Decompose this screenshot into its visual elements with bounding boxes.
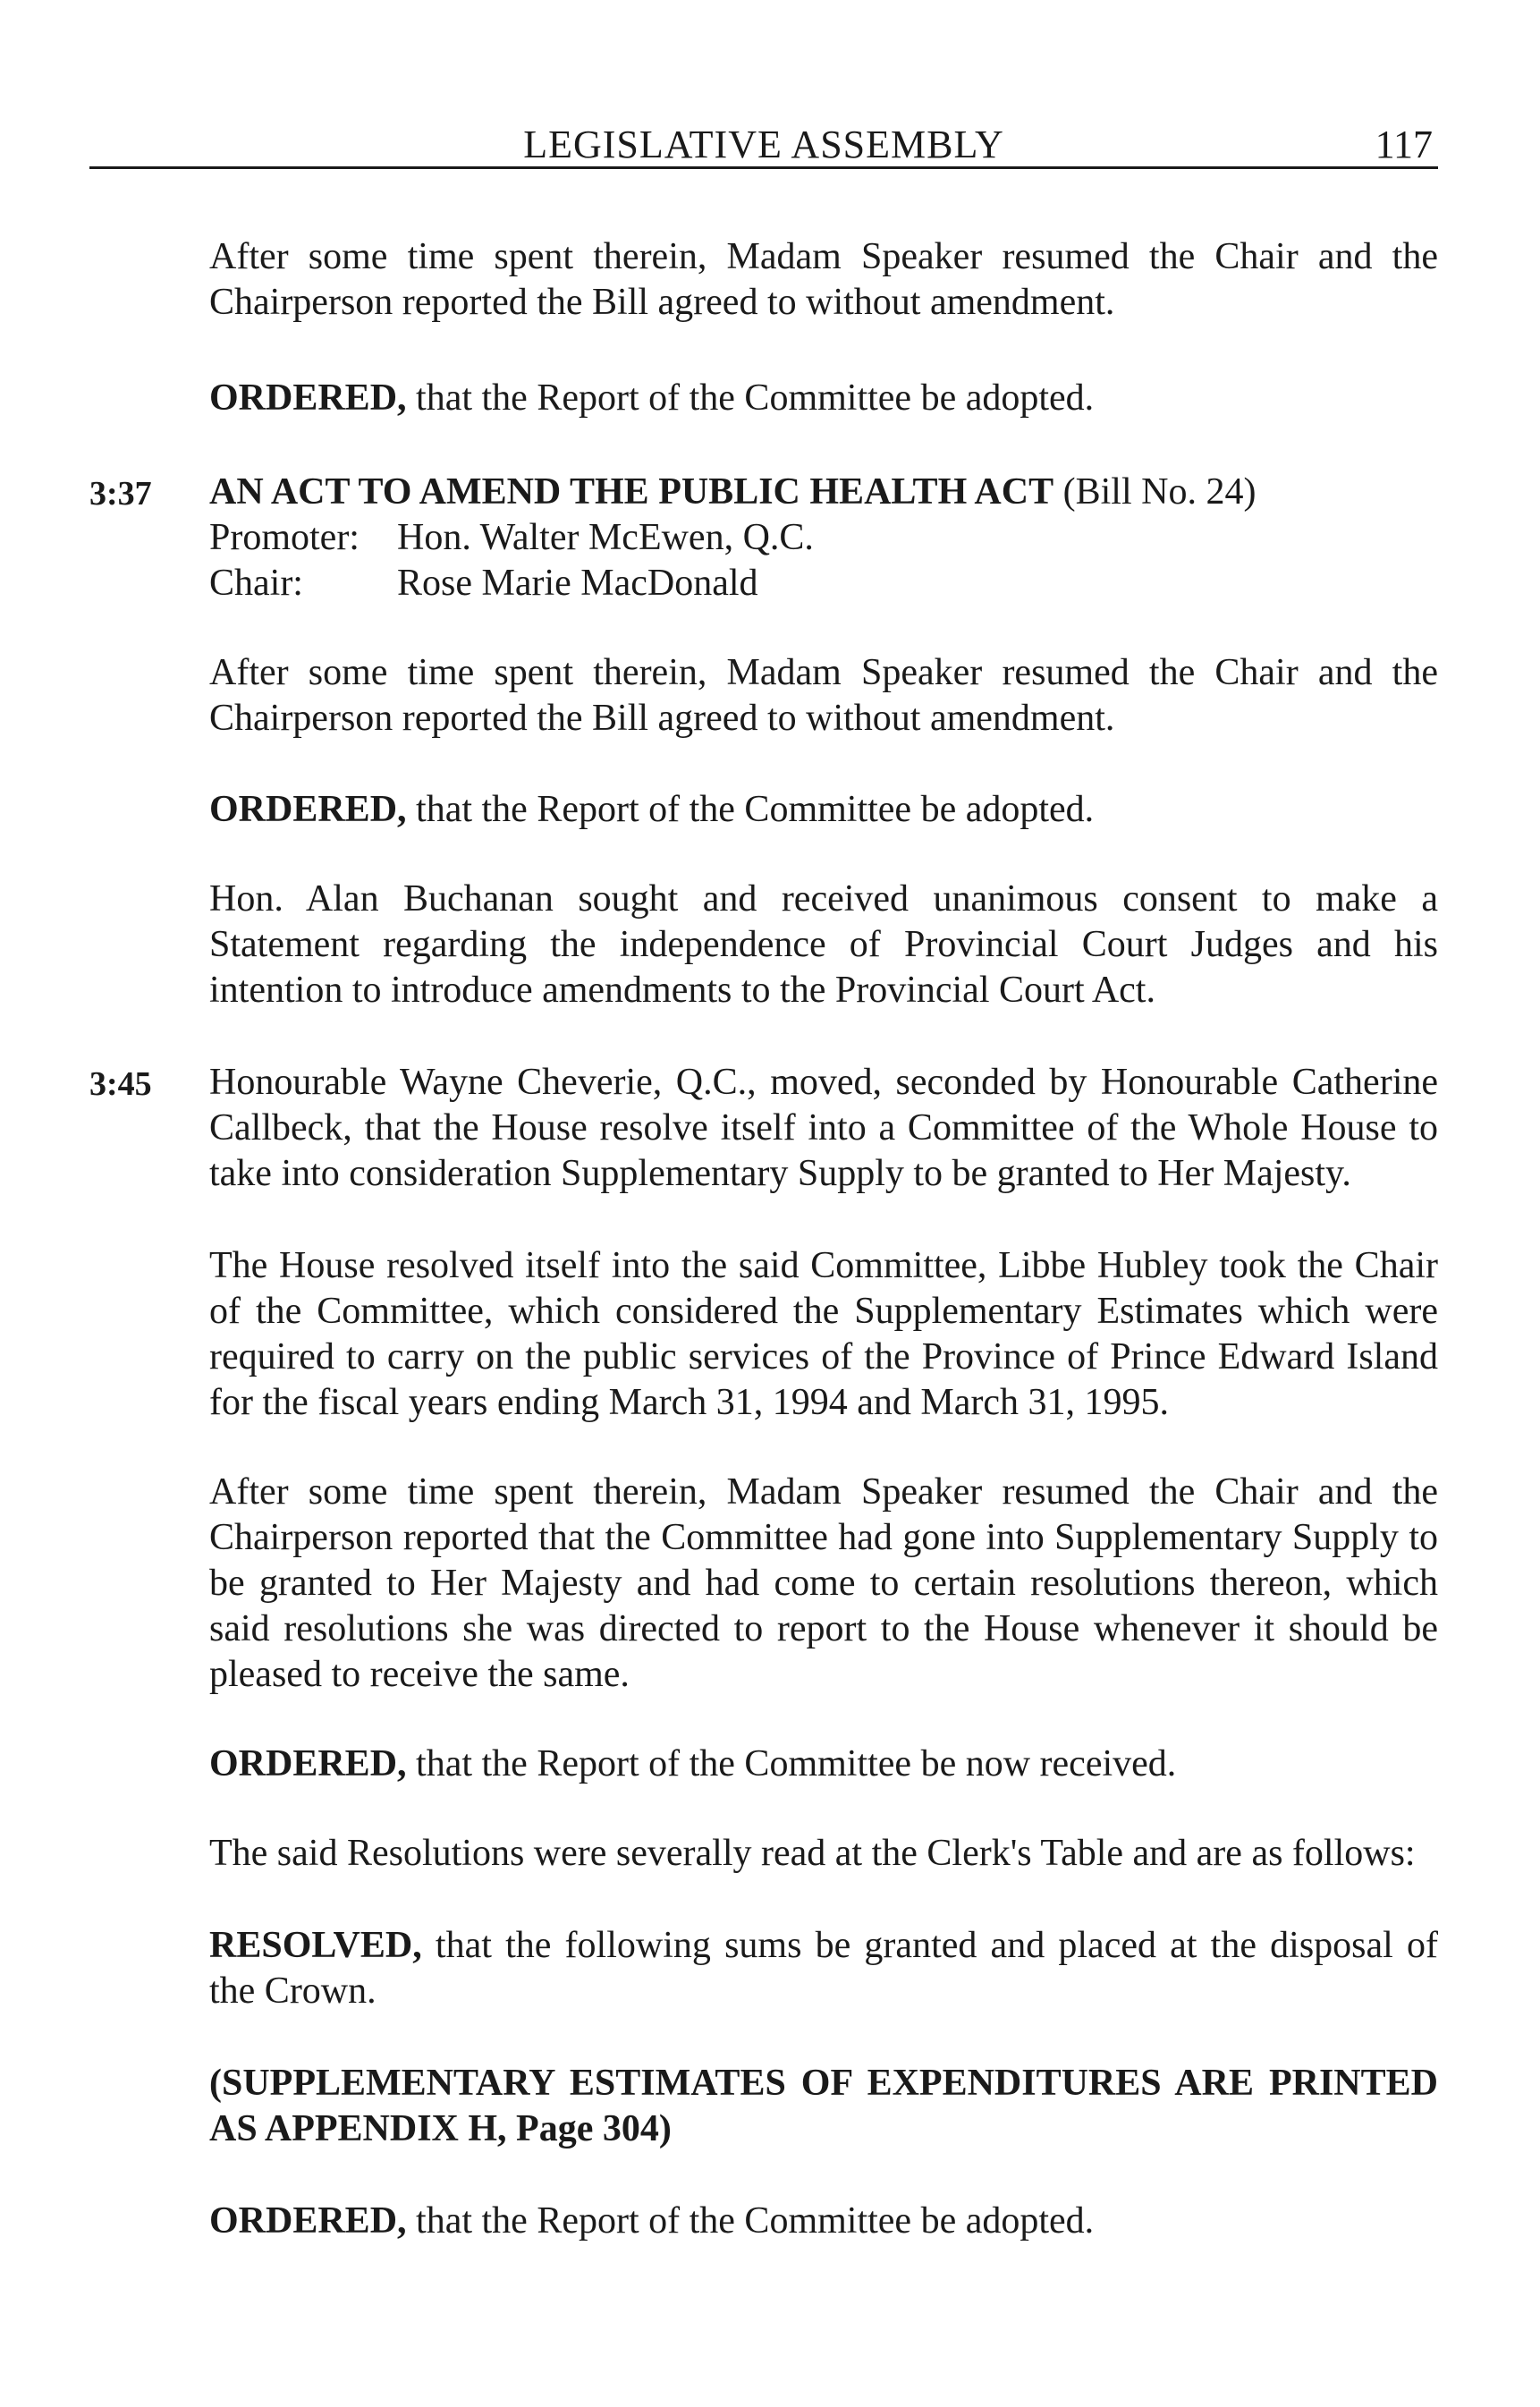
ordered-adopted-1 xyxy=(209,376,1438,421)
ordered-received xyxy=(209,1742,1438,1787)
chair-row xyxy=(209,561,758,606)
promoter-value: Hon. Walter McEwen, Q.C. xyxy=(397,517,814,558)
paragraph-cheverie-motion: Honourable Wayne Cheverie, Q.C., moved, seconded by Honourable Catherine Callbeck, that the House resolve itself into a Committee of the Whole House to take into consideration Supplementary Supply to be granted to Her Majesty. xyxy=(209,1062,1438,1194)
ordered-adopted-3 xyxy=(209,2199,1438,2244)
ordered-text: that the Report of the Committee be adopted. xyxy=(406,2200,1095,2242)
ordered-label: ORDERED, xyxy=(209,377,407,419)
bill-number: (Bill No. 24) xyxy=(1053,471,1257,513)
promoter-row xyxy=(209,515,814,561)
ordered-text: that the Report of the Committee be adopted. xyxy=(406,789,1095,830)
paragraph-committee-report-1: After some time spent therein, Madam Speaker resumed the Chair and the Chairperson reported the Bill agreed to without amendment. xyxy=(209,236,1438,323)
ordered-text: that the Report of the Committee be now received. xyxy=(406,1743,1177,1784)
paragraph-committee-report-3: After some time spent therein, Madam Speaker resumed the Chair and the Chairperson reported that the Committee had gone into Supplementary Supply to be granted to Her Majesty and had come to certain resolutions thereon, which said resolutions she was directed to report to the House whenever it should be pleased to receive the same. xyxy=(209,1471,1438,1695)
header-rule xyxy=(89,166,1438,169)
appendix-note: (SUPPLEMENTARY ESTIMATES OF EXPENDITURES ARE PRINTED AS APPENDIX H, Page 304) xyxy=(209,2063,1438,2149)
bill-heading xyxy=(209,470,1438,515)
ordered-text: that the Report of the Committee be adopted. xyxy=(406,377,1095,419)
time-marker-345: 3:45 xyxy=(89,1065,152,1103)
resolved-text: that the following sums be granted and placed at the disposal of the Crown. xyxy=(209,1925,1438,2012)
paragraph-resolutions-read: The said Resolutions were severally read at the Clerk's Table and are as follows: xyxy=(209,1833,1416,1874)
promoter-label: Promoter: xyxy=(209,517,360,558)
ordered-adopted-2 xyxy=(209,787,1438,833)
running-title: LEGISLATIVE ASSEMBLY xyxy=(523,123,1004,166)
paragraph-buchanan-statement: Hon. Alan Buchanan sought and received unanimous consent to make a Statement regarding the independence of Provincial Court Judges and his intention to introduce amendments to the Provincial Court Act. xyxy=(209,878,1438,1011)
chair-label: Chair: xyxy=(209,563,303,604)
ordered-label: ORDERED, xyxy=(209,1743,407,1784)
page-header xyxy=(89,122,1438,166)
ordered-label: ORDERED, xyxy=(209,2200,407,2242)
bill-title: AN ACT TO AMEND THE PUBLIC HEALTH ACT xyxy=(209,471,1054,513)
chair-value: Rose Marie MacDonald xyxy=(397,563,758,604)
ordered-label: ORDERED, xyxy=(209,789,407,830)
paragraph-committee-resolved: The House resolved itself into the said Committee, Libbe Hubley took the Chair of the Committee, which considered the Supplementary Estimates which were required to carry on the public services of the Province of Prince Edward Island for the fiscal years ending March 31, 1994 and March 31, 1995. xyxy=(209,1245,1438,1423)
time-marker-337: 3:37 xyxy=(89,475,152,513)
resolved-label: RESOLVED, xyxy=(209,1925,422,1966)
resolved-sums xyxy=(209,1923,1438,2014)
paragraph-committee-report-2: After some time spent therein, Madam Speaker resumed the Chair and the Chairperson reported the Bill agreed to without amendment. xyxy=(209,652,1438,739)
page-number: 117 xyxy=(1375,123,1433,166)
